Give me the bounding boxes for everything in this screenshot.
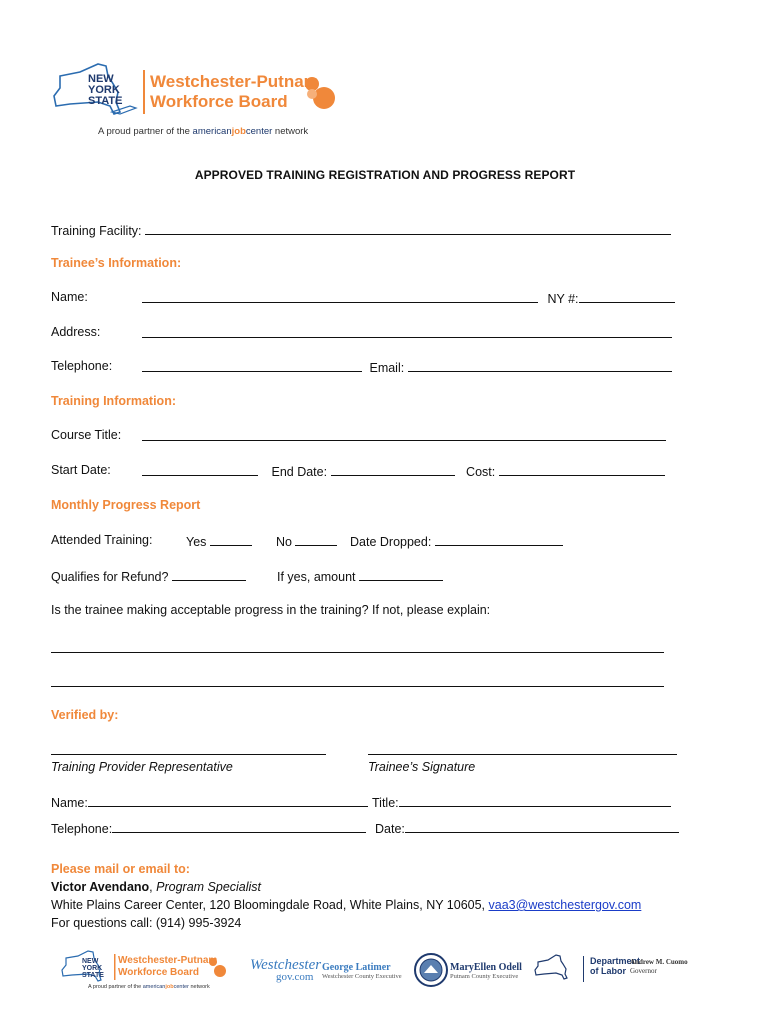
partner-tagline: A proud partner of the americanjobcenter network — [98, 126, 309, 137]
qualifies-refund: Qualifies for Refund? — [51, 568, 246, 584]
contact-line: Victor Avendano, Program Specialist — [51, 880, 262, 894]
email-field[interactable] — [408, 359, 672, 372]
board-name: Westchester-Putnam Workforce Board — [150, 72, 319, 111]
ny-number-label: NY #: — [547, 292, 579, 306]
attended-label: Attended Training: — [51, 533, 153, 547]
attended-yes: Yes — [186, 533, 252, 549]
attended-no-field[interactable] — [295, 533, 337, 546]
end-date-field[interactable] — [331, 463, 455, 476]
verified-section-heading: Verified by: — [51, 708, 119, 722]
contact-email-link[interactable]: vaa3@westchestergov.com — [488, 898, 642, 912]
explanation-line-2[interactable] — [51, 674, 664, 687]
name-field[interactable] — [142, 290, 538, 303]
training-facility-row — [51, 222, 671, 238]
provider-signature-line[interactable] — [51, 742, 326, 755]
name-row — [142, 290, 675, 306]
sig-telephone-row: Telephone: — [51, 820, 366, 836]
start-date-label: Start Date: — [51, 463, 111, 477]
sig-title-row: Title: — [372, 794, 671, 810]
ny-state-dol-map-icon — [534, 954, 582, 984]
course-title-label: Course Title: — [51, 428, 122, 442]
telephone-email-row — [142, 359, 672, 375]
document-title: APPROVED TRAINING REGISTRATION AND PROGRESS REPORT — [194, 168, 576, 182]
cost-label: Cost: — [466, 465, 496, 479]
ny-dol-logo: Department of Labor Andrew M. Cuomo Governor — [534, 954, 694, 988]
address-label: Address: — [51, 325, 101, 339]
sig-name-field[interactable] — [88, 794, 368, 807]
date-dropped-field[interactable] — [435, 533, 563, 546]
trainee-signature-line[interactable] — [368, 742, 677, 755]
footer-wpwb-logo: NEW YORK STATE Westchester-Putnam Workforce Board A proud partner of the americanjobcenter network — [60, 950, 240, 996]
trainee-signature-caption: Trainee’s Signature — [368, 760, 476, 774]
latimer-block: George Latimer Westchester County Executive — [322, 962, 402, 980]
refund-amount-field[interactable] — [359, 568, 443, 581]
telephone-field[interactable] — [142, 359, 362, 372]
progress-question: Is the trainee making acceptable progress in the training? If not, please explain: — [51, 603, 491, 617]
explanation-line-1[interactable] — [51, 640, 664, 653]
contact-role: Program Specialist — [156, 880, 262, 894]
putnam-county-seal-icon — [414, 953, 448, 987]
questions-line: For questions call: (914) 995-3924 — [51, 916, 242, 930]
address-field[interactable] — [142, 325, 672, 338]
attended-yes-field[interactable] — [210, 533, 252, 546]
contact-address-line — [51, 898, 641, 912]
name-label: Name: — [51, 290, 88, 304]
email-label: Email: — [369, 361, 405, 375]
provider-rep-caption: Training Provider Representative — [51, 760, 233, 774]
header-logo — [50, 62, 350, 142]
refund-amount: If yes, amount — [277, 568, 443, 584]
odell-block: MaryEllen Odell Putnam County Executive — [450, 962, 522, 980]
attended-no: No — [276, 533, 337, 549]
end-date-label: End Date: — [271, 465, 328, 479]
training-facility-label: Training Facility: — [51, 224, 142, 238]
cost-field[interactable] — [499, 463, 665, 476]
ny-number-field[interactable] — [579, 290, 675, 303]
date-dropped: Date Dropped: — [350, 533, 563, 549]
qualifies-refund-field[interactable] — [172, 568, 246, 581]
trainee-section-heading: Trainee’s Information: — [51, 256, 182, 270]
contact-name: Victor Avendano — [51, 880, 150, 894]
contact-address: White Plains Career Center, 120 Bloomingdale Road, White Plains, NY 10605, — [51, 898, 486, 912]
sig-title-field[interactable] — [399, 794, 671, 807]
telephone-label: Telephone: — [51, 359, 113, 373]
ny-state-wordmark: NEW YORK STATE — [88, 73, 123, 107]
training-section-heading: Training Information: — [51, 394, 176, 408]
mail-section-heading: Please mail or email to: — [51, 862, 190, 876]
training-facility-field[interactable] — [145, 222, 671, 235]
westchester-gov-logo: Westchester gov.com — [250, 957, 322, 983]
sig-name-row: Name: — [51, 794, 368, 810]
start-date-field[interactable] — [142, 463, 258, 476]
sig-telephone-field[interactable] — [112, 820, 366, 833]
course-title-field[interactable] — [142, 428, 666, 441]
dates-cost-row — [142, 463, 665, 479]
sig-date-field[interactable] — [405, 820, 679, 833]
sig-date-row: Date: — [375, 820, 679, 836]
progress-section-heading: Monthly Progress Report — [51, 498, 201, 512]
